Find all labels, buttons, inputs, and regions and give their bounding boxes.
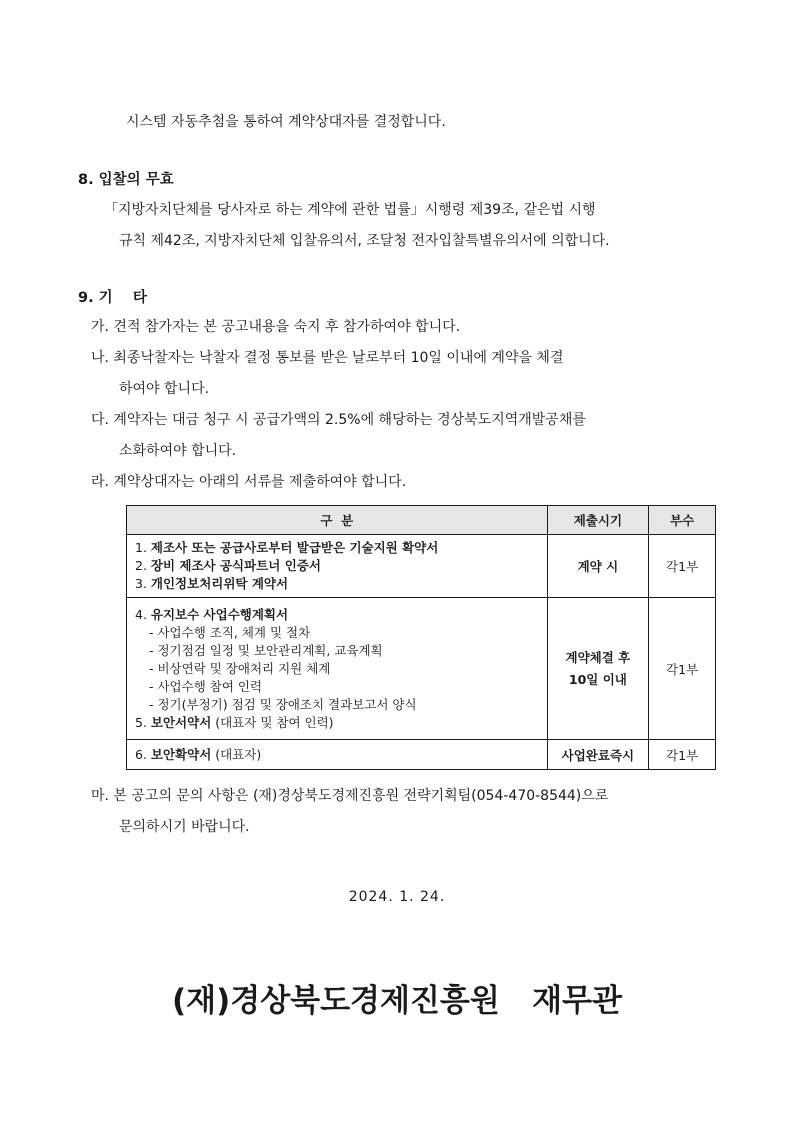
document-list — [127, 535, 548, 598]
issuing-organization: (재)경상북도경제진흥원 재무관 — [171, 983, 622, 1019]
item-da-line-1: 다. 계약자는 대금 청구 시 공급가액의 2.5%에 해당하는 경상북도지역개발공채를 — [91, 412, 586, 428]
document-subitem: - 비상연락 및 장애처리 지원 체계 — [149, 660, 331, 676]
document-list — [127, 598, 548, 740]
intro-line: 시스템 자동추첨을 통하여 계약상대자를 결정합니다. — [126, 114, 446, 130]
submission-timing: 계약 시 — [547, 535, 649, 598]
submission-timing: 계약체결 후 10일 이내 — [547, 598, 649, 740]
header-category: 구 분 — [127, 506, 548, 535]
copies: 각1부 — [649, 535, 716, 598]
header-copies: 부수 — [649, 506, 716, 535]
table-row — [127, 535, 716, 598]
document-list — [127, 740, 548, 770]
item-na-line-2: 하여야 합니다. — [119, 381, 210, 397]
item-ga: 가. 견적 참가자는 본 공고내용을 숙지 후 참가하여야 합니다. — [91, 319, 461, 335]
document-item: 1. 제조사 또는 공급사로부터 발급받은 기술지원 확약서 — [135, 540, 439, 555]
item-ra: 라. 계약상대자는 아래의 서류를 제출하여야 합니다. — [91, 474, 407, 490]
submission-documents-table — [126, 505, 716, 770]
announcement-date: 2024. 1. 24. — [348, 889, 446, 905]
item-ma-line-2: 문의하시기 바랍니다. — [119, 819, 250, 835]
copies: 각1부 — [649, 740, 716, 770]
document-subitem: - 정기점검 일정 및 보안관리계획, 교육계획 — [149, 642, 383, 658]
document-subitem: - 사업수행 참여 인력 — [149, 678, 263, 694]
section-9-title: 9. 기 타 — [78, 290, 147, 306]
header-timing: 제출시기 — [547, 506, 649, 535]
document-subitem: - 정기(부정기) 점검 및 장애조치 결과보고서 양식 — [149, 696, 417, 712]
copies: 각1부 — [649, 598, 716, 740]
section-8-paragraph-line-1: 「지방자치단체를 당사자로 하는 계약에 관한 법률」시행령 제39조, 같은법 시행 — [104, 202, 596, 218]
section-8-title: 8. 입찰의 무효 — [78, 172, 174, 188]
item-na-line-1: 나. 최종낙찰자는 낙찰자 결정 통보를 받은 날로부터 10일 이내에 계약을 체결 — [91, 350, 564, 366]
item-da-line-2: 소화하여야 합니다. — [119, 443, 237, 459]
document-subitem: - 사업수행 조직, 체계 및 절차 — [149, 624, 311, 640]
item-ma-line-1: 마. 본 공고의 문의 사항은 (재)경상북도경제진흥원 전략기획팀(054-470-8544)으로 — [91, 788, 609, 804]
submission-timing: 사업완료즉시 — [547, 740, 649, 770]
table-row — [127, 598, 716, 740]
document-item: 4. 유지보수 사업수행계획서 — [135, 606, 289, 622]
document-item: 5. 보안서약서 (대표자 및 참여 인력) — [135, 714, 334, 730]
document-item: 3. 개인정보처리위탁 계약서 — [135, 576, 289, 591]
section-8-paragraph-line-2: 규칙 제42조, 지방자치단체 입찰유의서, 조달청 전자입찰특별유의서에 의합니다. — [119, 233, 610, 249]
table-row — [127, 740, 716, 770]
document-item: 2. 장비 제조사 공식파트너 인증서 — [135, 558, 321, 573]
table-header-row — [127, 506, 716, 535]
document-item: 6. 보안확약서 (대표자) — [135, 746, 262, 762]
